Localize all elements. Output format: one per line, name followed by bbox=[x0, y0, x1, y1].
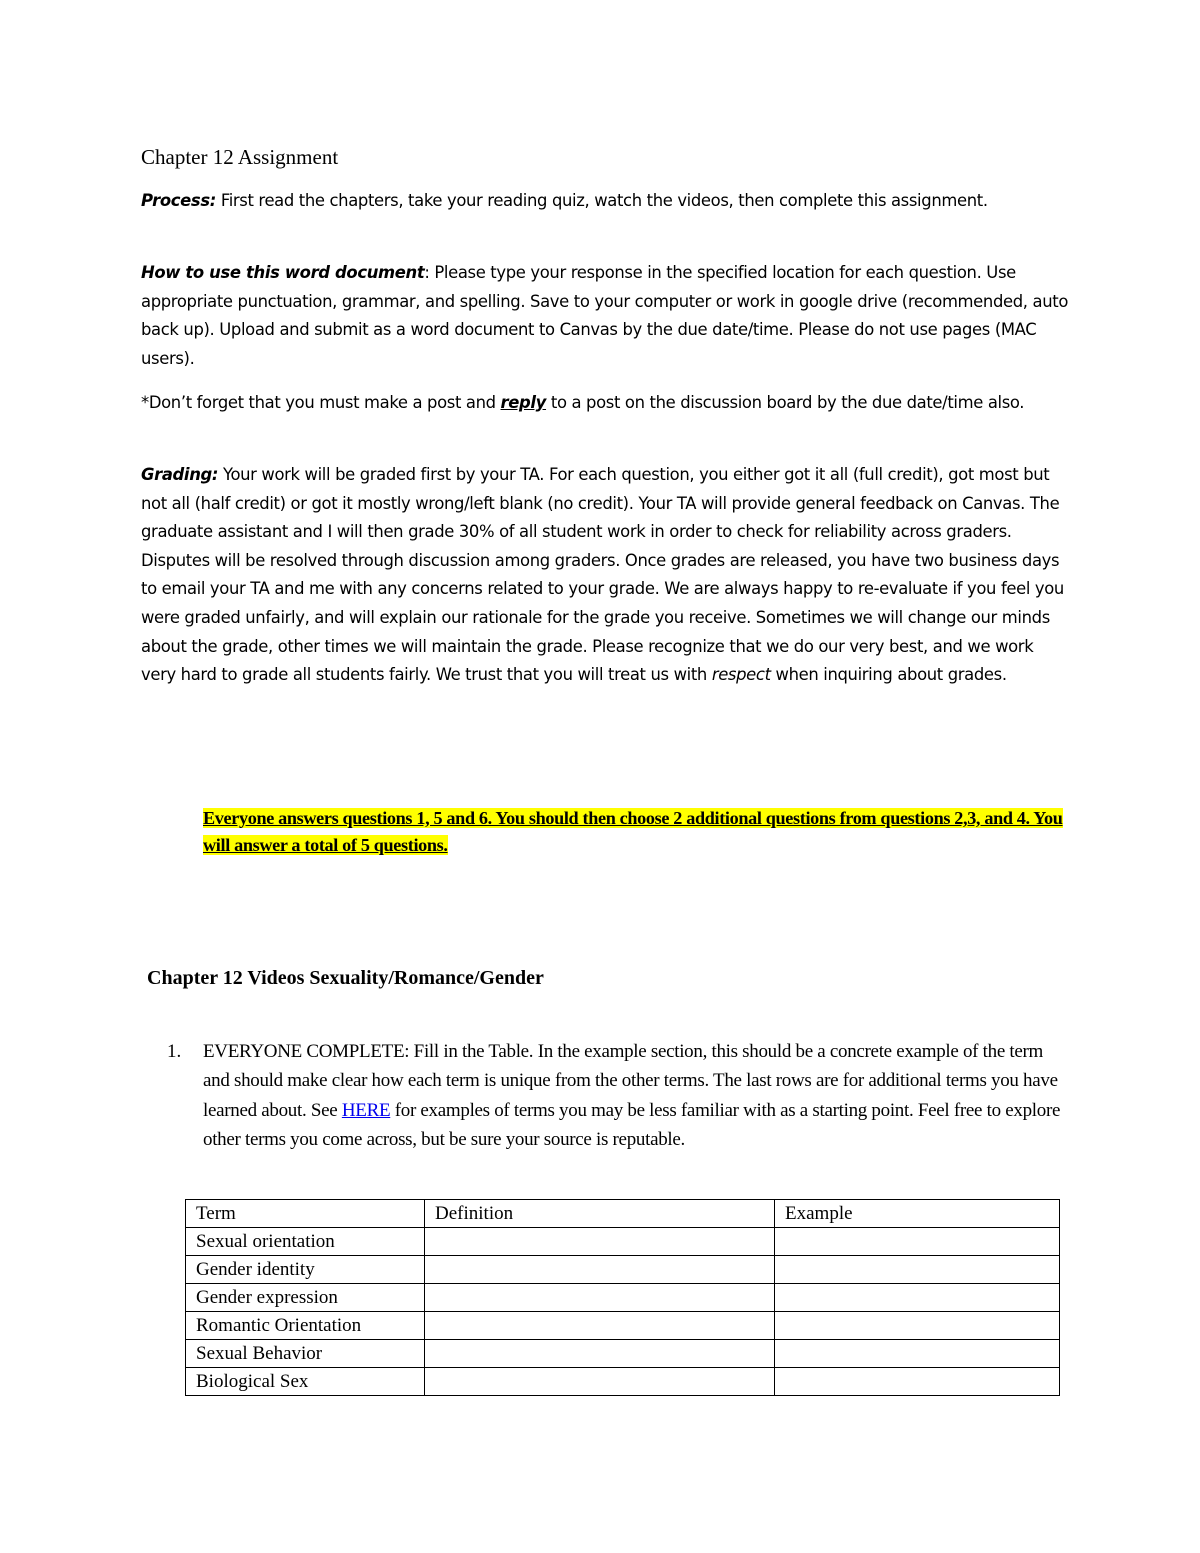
grading-text-before: Your work will be graded first by your TA. For each question, you either got it all (full credit), got most but not all (half credit) or got it mostly wrong/left blank (no credit). Your TA will provide general feedback on Canvas. The graduate assistant and I will then grade 30% of all student work in order to check for reliability across graders. Disputes will be resolved through discussion among graders. Once grades are released, you have two business days to email your TA and me with any concerns related to your grade. We are always happy to re-evaluate if you feel you were graded unfairly, and will explain our rationale for the grade you receive. Sometimes we will change our minds about the grade, other times we will maintain the grade. Please recognize that we do our very best, and we work very hard to grade all students fairly. We trust that you will treat us with bbox=[141, 465, 1064, 685]
example-cell[interactable] bbox=[775, 1228, 1060, 1256]
definition-cell[interactable] bbox=[425, 1340, 775, 1368]
discussion-note-paragraph bbox=[141, 389, 1071, 418]
question-1-text-after: for examples of terms you may be less familiar with as a starting point. Feel free to explore other terms you come across, but be sure your source is reputable. bbox=[203, 1099, 1061, 1150]
here-link[interactable]: HERE bbox=[341, 1099, 391, 1121]
how-to-text: : Please type your response in the specified location for each question. Use appropriate punctuation, grammar, and spelling. Save to your computer or work in google drive (recommended, auto back up). Upload and submit as a word document to Canvas by the due date/time. Please do not use pages (MAC users). bbox=[141, 263, 1068, 368]
note-text-after: to a post on the discussion board by the due date/time also. bbox=[546, 393, 1025, 412]
grading-text-after: when inquiring about grades. bbox=[770, 665, 1007, 685]
term-cell: Sexual orientation bbox=[186, 1228, 425, 1256]
definition-cell[interactable] bbox=[425, 1368, 775, 1396]
section-heading: Chapter 12 Videos Sexuality/Romance/Gender bbox=[147, 967, 544, 989]
example-cell[interactable] bbox=[775, 1340, 1060, 1368]
table-header-definition: Definition bbox=[425, 1200, 775, 1228]
terms-table bbox=[185, 1199, 1060, 1396]
table-row bbox=[186, 1312, 1060, 1340]
definition-cell[interactable] bbox=[425, 1312, 775, 1340]
grading-label: Grading: bbox=[141, 465, 219, 484]
table-row bbox=[186, 1228, 1060, 1256]
table-row bbox=[186, 1284, 1060, 1312]
term-cell: Gender identity bbox=[186, 1256, 425, 1284]
question-1-number: 1. bbox=[167, 1041, 182, 1062]
question-1-text-before: EVERYONE COMPLETE: Fill in the Table. In the example section, this should be a concrete example of the term and should make clear how each term is unique from the other terms. The last rows are for additional terms you have learned about. See bbox=[203, 1041, 1058, 1121]
grading-paragraph bbox=[141, 461, 1071, 690]
definition-cell[interactable] bbox=[425, 1228, 775, 1256]
how-to-label: How to use this word document bbox=[141, 263, 425, 282]
question-1-text bbox=[203, 1037, 1073, 1154]
grading-emphasis-respect: respect bbox=[711, 665, 771, 685]
table-row bbox=[186, 1256, 1060, 1284]
process-label: Process: bbox=[141, 191, 216, 210]
definition-cell[interactable] bbox=[425, 1256, 775, 1284]
term-cell: Sexual Behavior bbox=[186, 1340, 425, 1368]
table-header-example: Example bbox=[775, 1200, 1060, 1228]
example-cell[interactable] bbox=[775, 1312, 1060, 1340]
example-cell[interactable] bbox=[775, 1284, 1060, 1312]
example-cell[interactable] bbox=[775, 1256, 1060, 1284]
instructions-highlight bbox=[203, 805, 1083, 859]
definition-cell[interactable] bbox=[425, 1284, 775, 1312]
document-title: Chapter 12 Assignment bbox=[141, 145, 339, 169]
term-cell: Gender expression bbox=[186, 1284, 425, 1312]
process-paragraph bbox=[141, 187, 1071, 216]
term-cell: Romantic Orientation bbox=[186, 1312, 425, 1340]
table-header-row bbox=[186, 1200, 1060, 1228]
note-emphasis-reply: reply bbox=[500, 393, 547, 412]
table-header-term: Term bbox=[186, 1200, 425, 1228]
example-cell[interactable] bbox=[775, 1368, 1060, 1396]
table-row bbox=[186, 1340, 1060, 1368]
note-text-before: *Don’t forget that you must make a post and bbox=[141, 393, 501, 412]
how-to-paragraph bbox=[141, 259, 1071, 373]
process-text: First read the chapters, take your reading quiz, watch the videos, then complete this assignment. bbox=[215, 191, 988, 210]
instructions-highlight-text: Everyone answers questions 1, 5 and 6. You should then choose 2 additional questions from questions 2,3, and 4. You will answer a total of 5 questions. bbox=[203, 808, 1063, 855]
table-row bbox=[186, 1368, 1060, 1396]
term-cell: Biological Sex bbox=[186, 1368, 425, 1396]
